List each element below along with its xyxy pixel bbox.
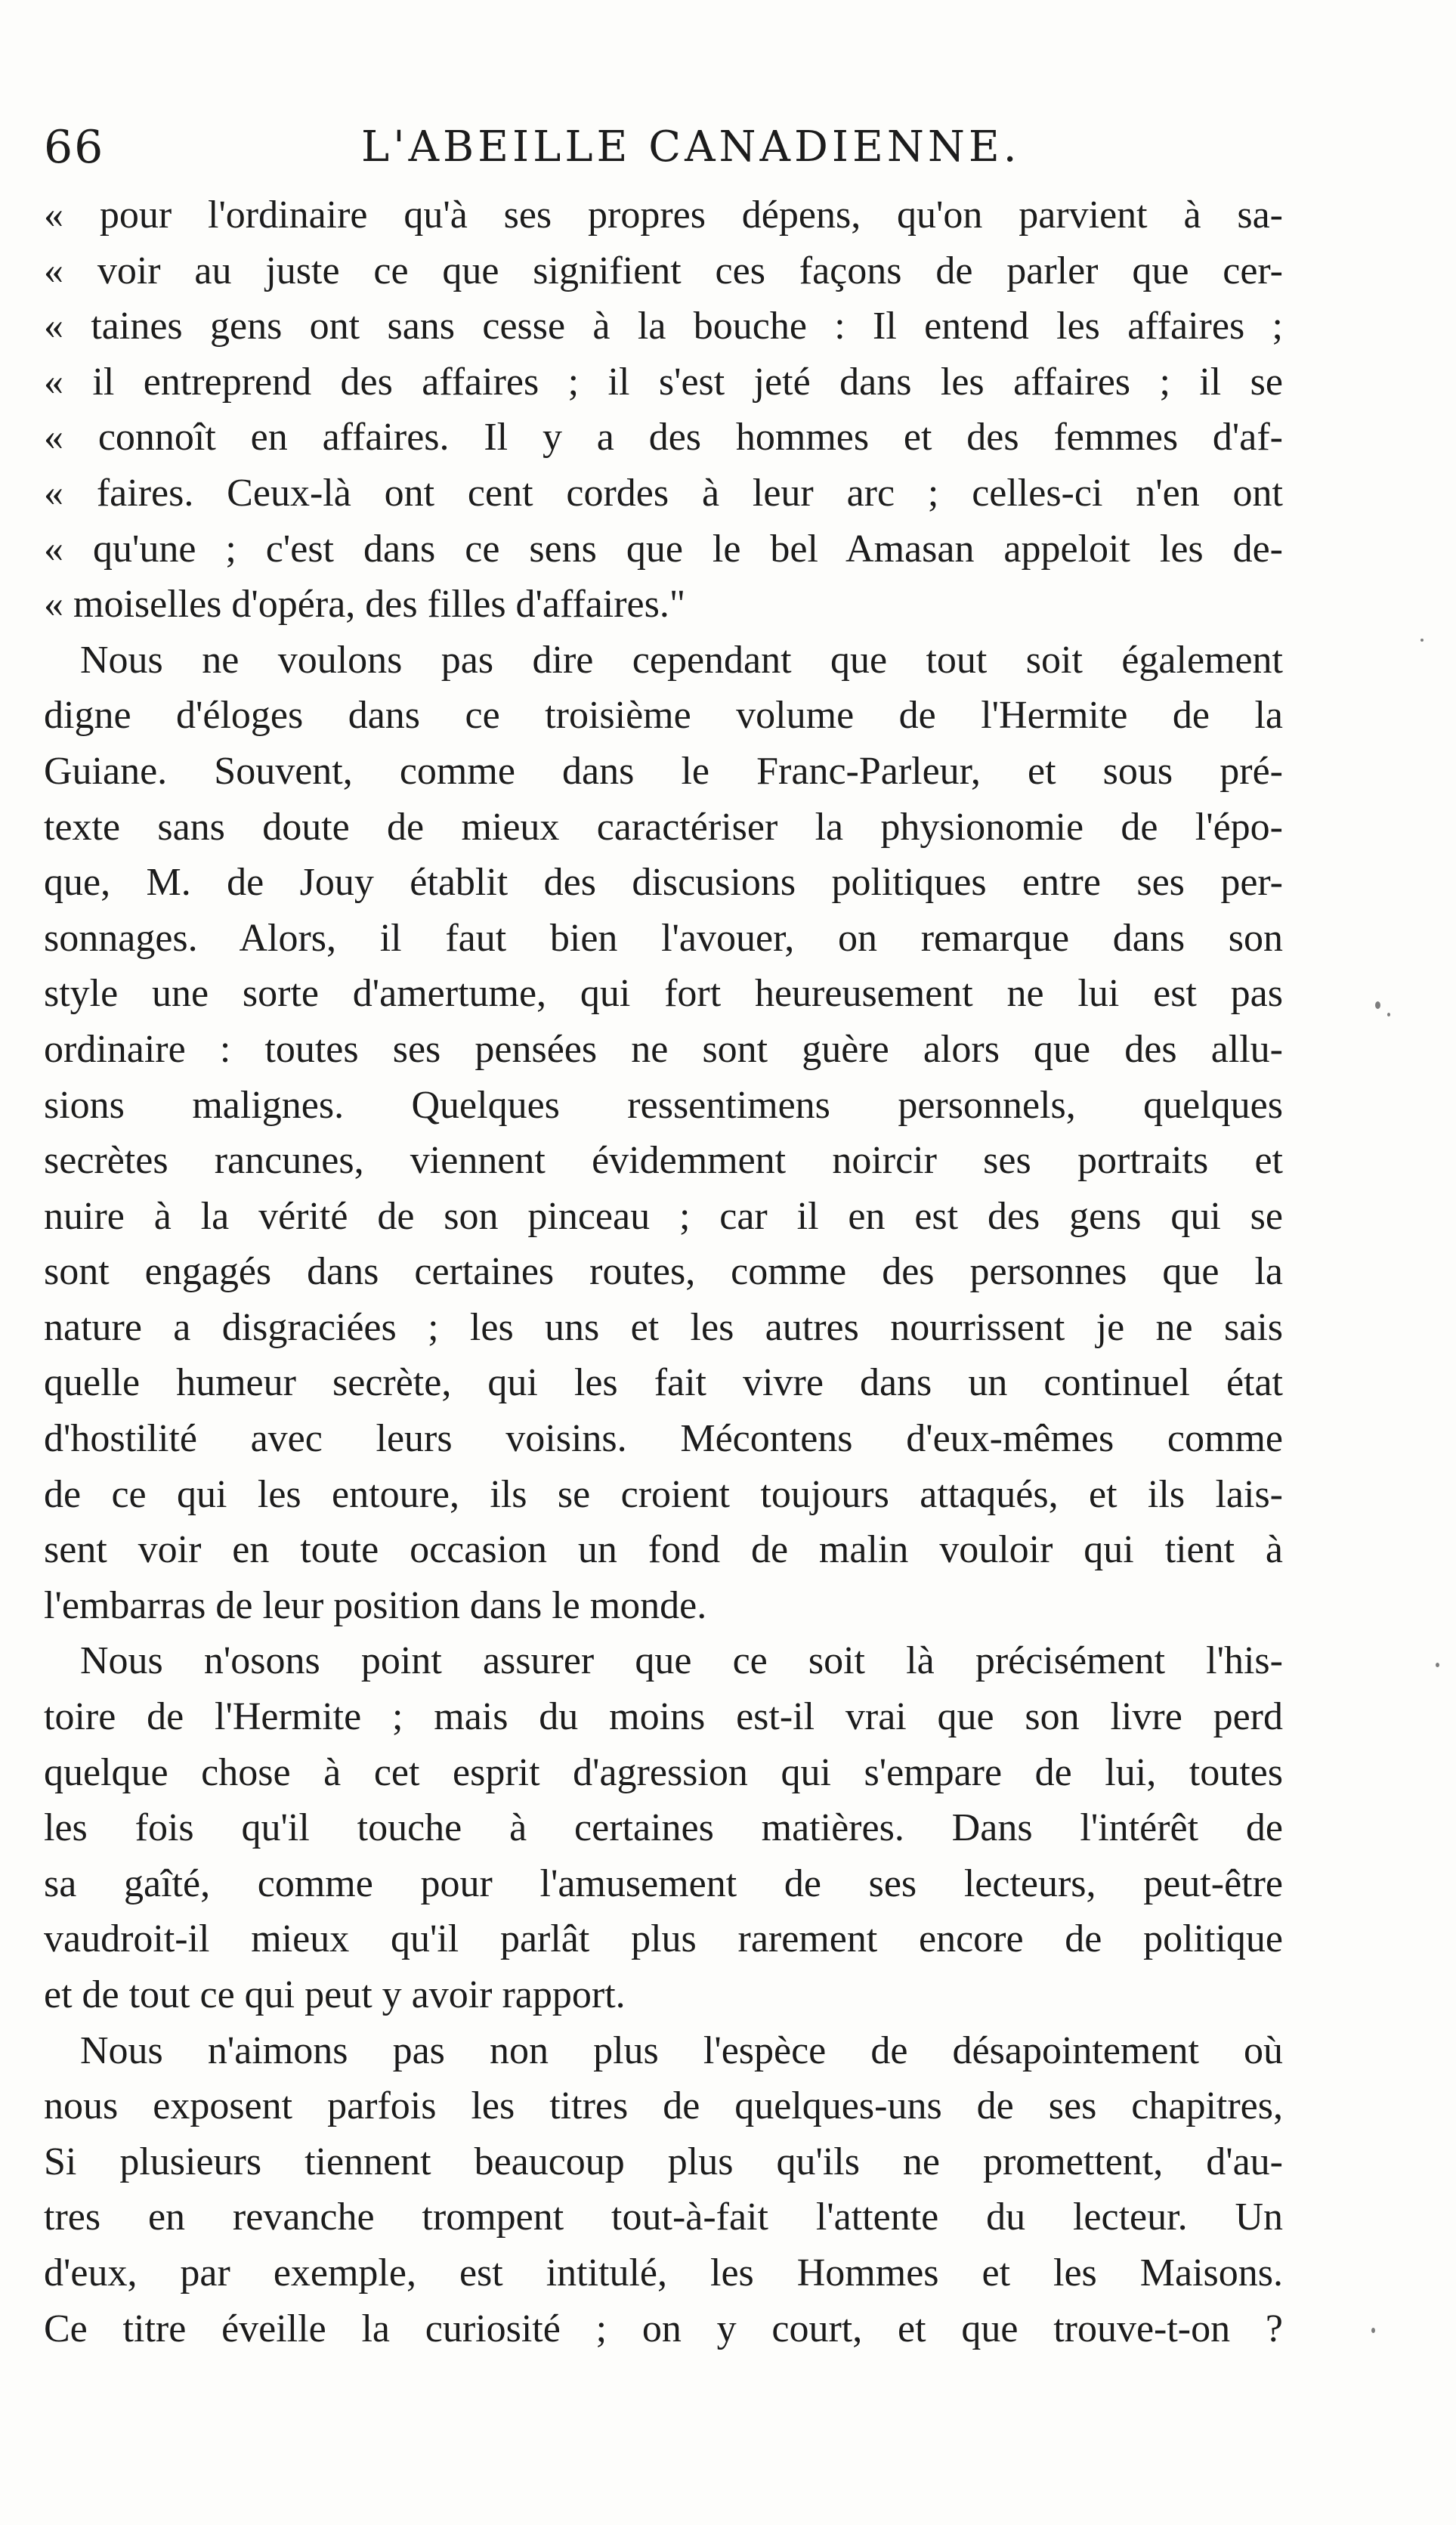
text-line: digne d'éloges dans ce troisième volume de l'Hermite de la xyxy=(44,694,1283,738)
scan-speck xyxy=(1436,1663,1439,1667)
text-line: d'hostilité avec leurs voisins. Mécontens d'eux-mêmes comme xyxy=(44,1417,1283,1461)
text-line: quelque chose à cet esprit d'agression qui s'empare de lui, toutes xyxy=(44,1750,1283,1794)
text-line: sa gaîté, comme pour l'amusement de ses lecteurs, peut-être xyxy=(44,1861,1283,1905)
paragraph-critique xyxy=(44,633,1283,1634)
text-line: les fois qu'il touche à certaines matières. Dans l'intérêt de xyxy=(44,1806,1283,1850)
text-line: sonnages. Alors, il faut bien l'avouer, on remarque dans son xyxy=(44,916,1283,960)
text-line: nature a disgraciées ; les uns et les autres nourrissent je ne sais xyxy=(44,1305,1283,1349)
text-line: sions malignes. Quelques ressentimens personnels, quelques xyxy=(44,1083,1283,1127)
paragraph-quote-continuation xyxy=(44,187,1283,633)
text-line: style une sorte d'amertume, qui fort heureusement ne lui est pas xyxy=(44,972,1283,1016)
text-line: « faires. Ceux-là ont cent cordes à leur arc ; celles-ci n'en ont xyxy=(44,471,1283,515)
text-line: sent voir en toute occasion un fond de malin vouloir qui tient à xyxy=(44,1528,1283,1572)
text-line: Guiane. Souvent, comme dans le Franc-Parleur, et sous pré- xyxy=(44,749,1283,793)
text-line: « connoît en affaires. Il y a des hommes et des femmes d'af- xyxy=(44,416,1283,460)
text-line: Nous ne voulons pas dire cependant que tout soit également xyxy=(80,638,1283,682)
text-line: nuire à la vérité de son pinceau ; car il en est des gens qui se xyxy=(44,1194,1283,1238)
text-line: Ce titre éveille la curiosité ; on y court, et que trouve-t-on ? xyxy=(44,2307,1283,2350)
text-line: Nous n'osons point assurer que ce soit là précisément l'his- xyxy=(80,1639,1283,1683)
scan-speck xyxy=(1420,639,1424,642)
page-number: 66 xyxy=(44,121,105,174)
text-line: Si plusieurs tiennent beaucoup plus qu'ils ne promettent, d'au- xyxy=(44,2140,1283,2183)
text-line: « il entreprend des affaires ; il s'est jeté dans les affaires ; il se xyxy=(44,360,1283,404)
paragraph-titles xyxy=(44,2023,1283,2357)
text-line: que, M. de Jouy établit des discusions politiques entre ses per- xyxy=(44,861,1283,905)
scan-speck xyxy=(1387,1013,1390,1016)
text-line: tres en revanche trompent tout-à-fait l'attente du lecteur. Un xyxy=(44,2195,1283,2239)
text-line: « taines gens ont sans cesse à la bouche : Il entend les affaires ; xyxy=(44,305,1283,348)
text-line: d'eux, par exemple, est intitulé, les Hommes et les Maisons. xyxy=(44,2251,1283,2294)
text-line: quelle humeur secrète, qui les fait vivre dans un continuel état xyxy=(44,1361,1283,1405)
text-line: « pour l'ordinaire qu'à ses propres dépens, qu'on parvient à sa- xyxy=(44,193,1283,237)
text-line: ordinaire : toutes ses pensées ne sont guère alors que des allu- xyxy=(44,1027,1283,1071)
paragraph-hermite xyxy=(44,1633,1283,2022)
text-line: et de tout ce qui peut y avoir rapport. xyxy=(44,1973,626,2016)
text-line: sont engagés dans certaines routes, comme des personnes que la xyxy=(44,1250,1283,1294)
running-title: L'ABEILLE CANADIENNE. xyxy=(361,122,1021,172)
text-line: vaudroit-il mieux qu'il parlât plus rarement encore de politique xyxy=(44,1917,1283,1961)
scan-speck xyxy=(1375,1001,1380,1009)
text-line: texte sans doute de mieux caractériser la physionomie de l'épo- xyxy=(44,805,1283,849)
text-line: nous exposent parfois les titres de quelques-uns de ses chapitres, xyxy=(44,2084,1283,2128)
scan-speck xyxy=(1371,2328,1375,2333)
text-line: « qu'une ; c'est dans ce sens que le bel Amasan appeloit les de- xyxy=(44,527,1283,571)
text-line: l'embarras de leur position dans le monde. xyxy=(44,1583,707,1627)
text-line: toire de l'Hermite ; mais du moins est-il vrai que son livre perd xyxy=(44,1695,1283,1739)
text-line: « voir au juste ce que signifient ces façons de parler que cer- xyxy=(44,249,1283,292)
text-line: Nous n'aimons pas non plus l'espèce de désapointement où xyxy=(80,2028,1283,2072)
text-line: de ce qui les entoure, ils se croient toujours attaqués, et ils lais- xyxy=(44,1472,1283,1516)
text-line: secrètes rancunes, viennent évidemment noircir ses portraits et xyxy=(44,1139,1283,1183)
text-line: « moiselles d'opéra, des filles d'affaires." xyxy=(44,583,686,627)
page-header xyxy=(44,113,1298,181)
body-text xyxy=(44,187,1283,2356)
